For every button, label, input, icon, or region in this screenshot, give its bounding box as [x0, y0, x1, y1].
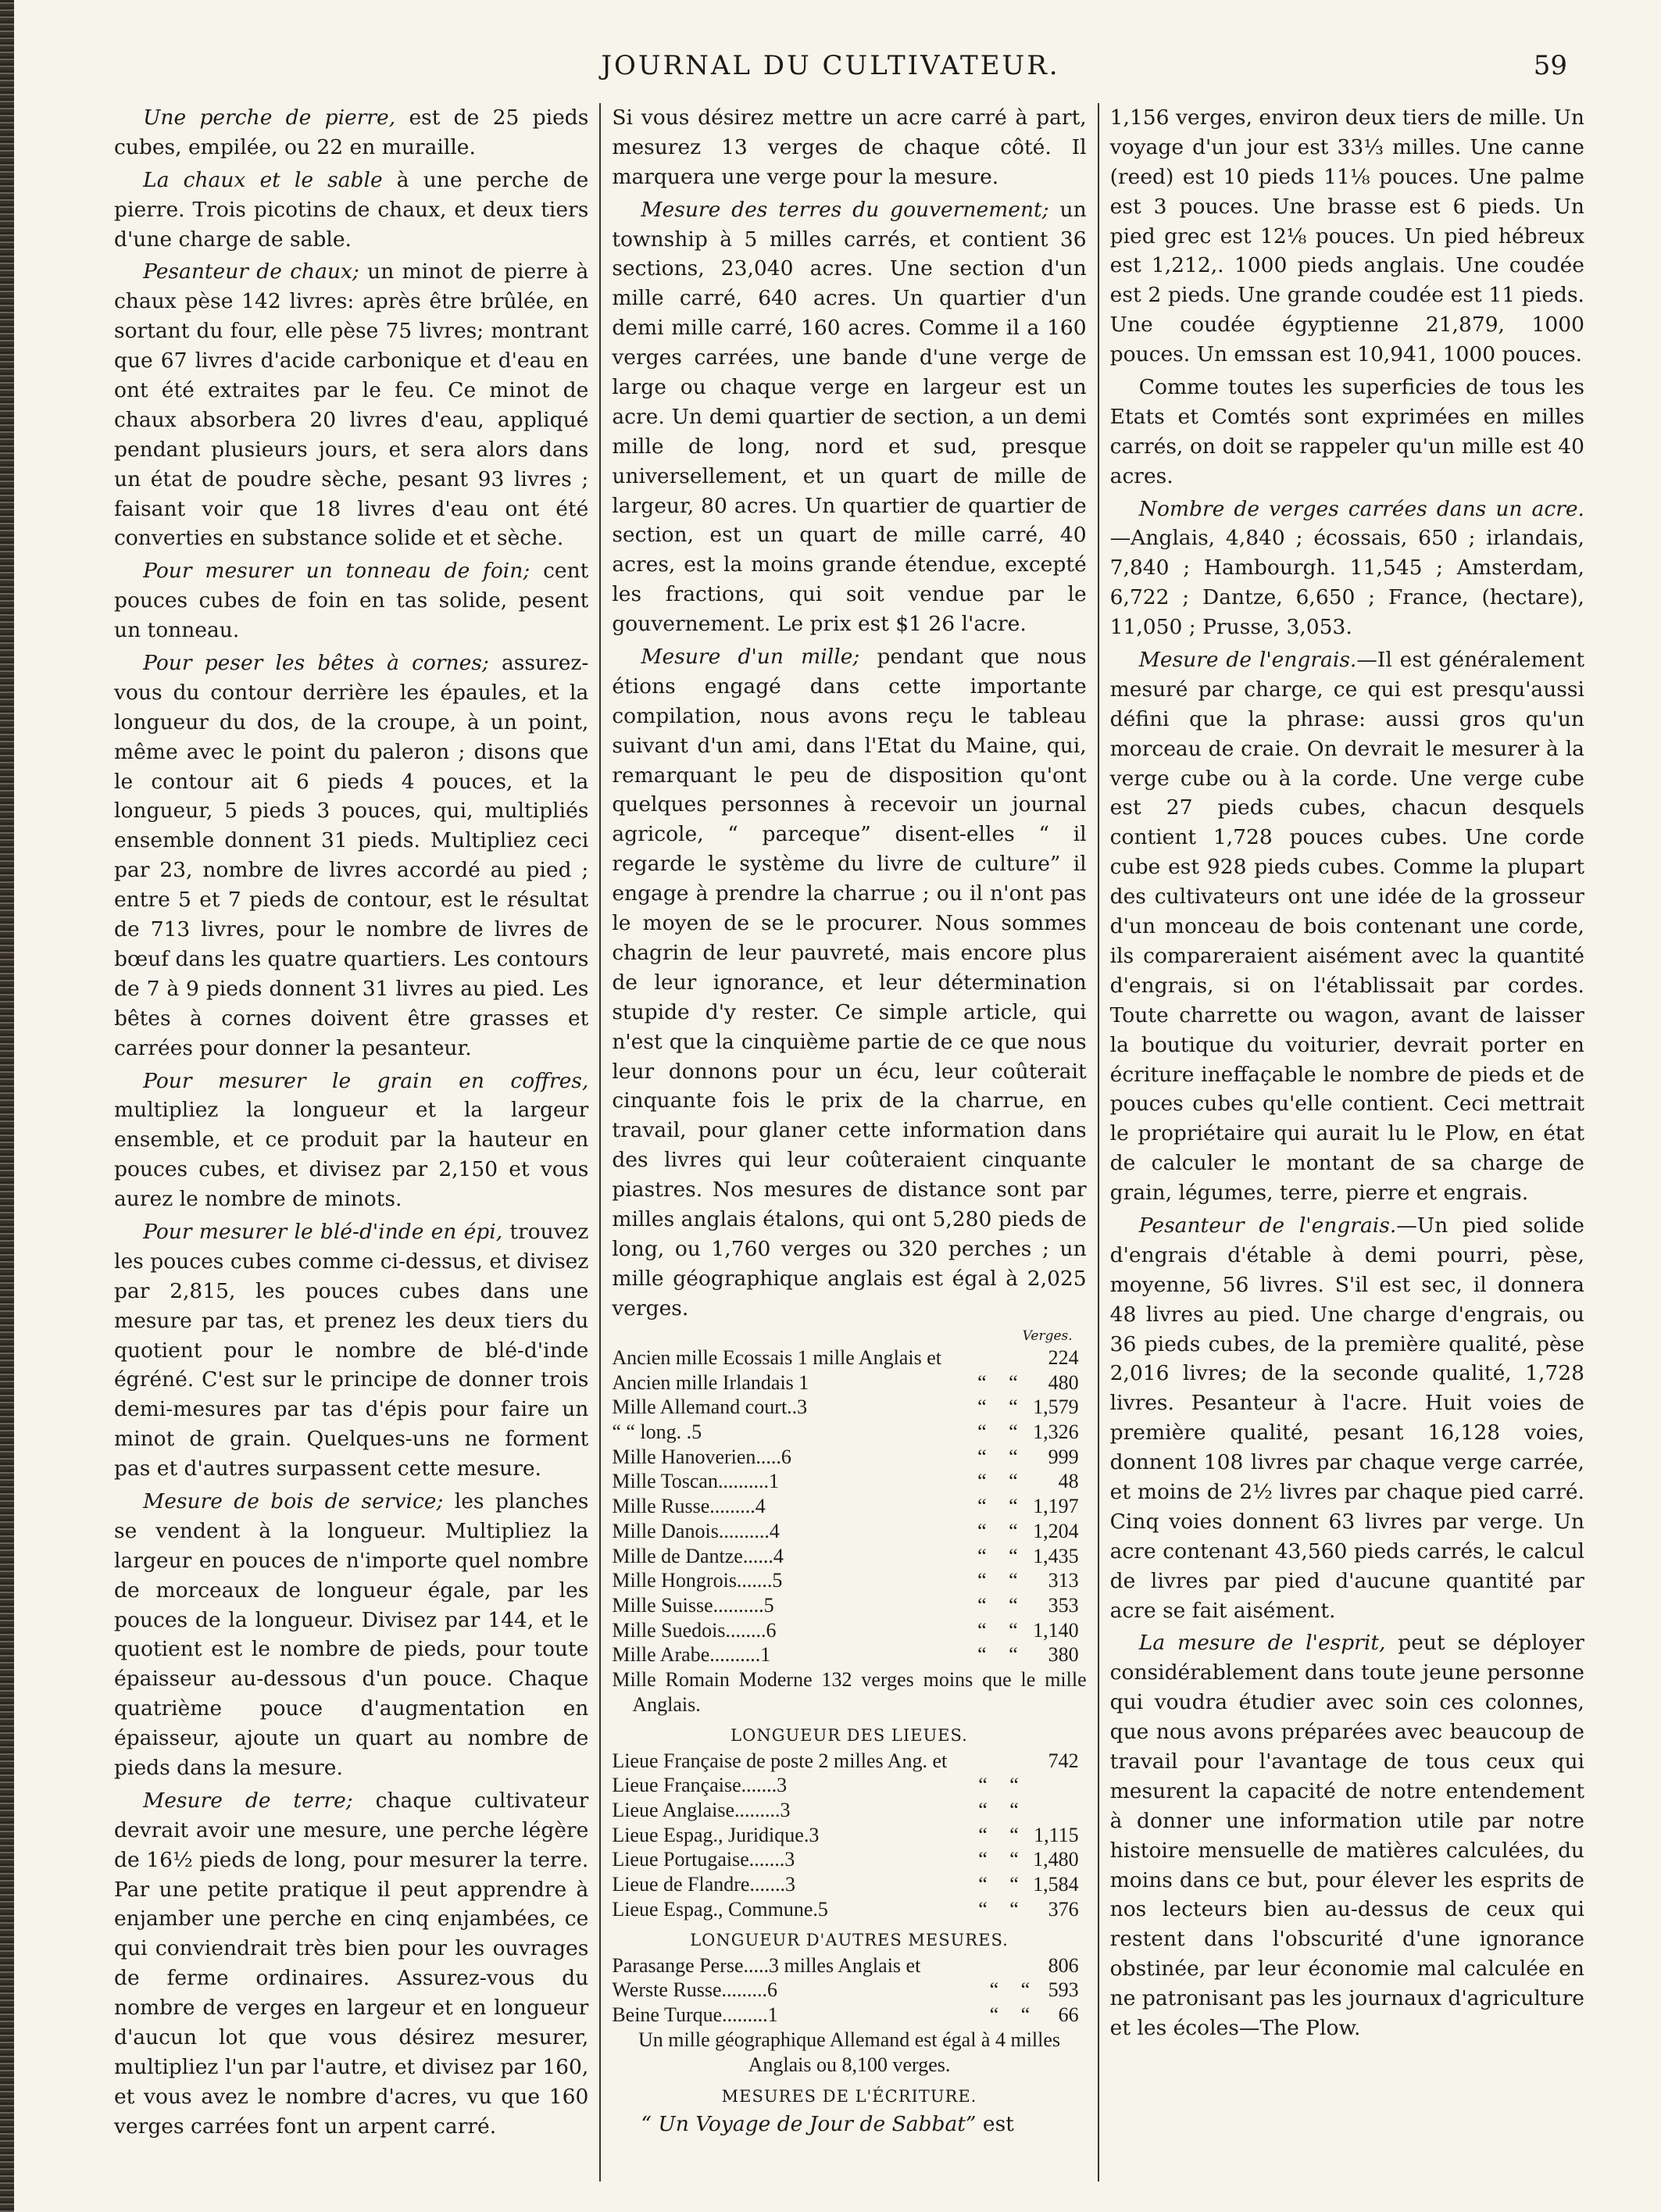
- paragraph-text: est: [976, 2111, 1014, 2136]
- table-cell-name: Werste Russe.........6: [612, 1978, 777, 2002]
- table-cell-name: Parasange Perse.....3 milles Anglais et: [612, 1953, 921, 1977]
- table-cell-q1: “: [978, 1774, 988, 1797]
- table-row: [612, 1445, 1086, 1470]
- paragraph: [114, 1067, 588, 1214]
- table-cell-q2: “: [1009, 1594, 1018, 1617]
- table-cell-q2: “: [1009, 1470, 1018, 1493]
- paragraph: [612, 195, 1086, 639]
- table-row: [612, 1642, 1086, 1667]
- leagues-table: [612, 1749, 1086, 1922]
- paragraph-text: —Il est généralement mesuré par charge, ce qui est presqu'aussi défini que la phrase: aussi gros qu'un morceau de craie. On devrait le mesurer à la verge cube ou à la corde. Une verge cube est 27 pieds cubes, chacun desquels contient 1,728 pouces cubes. Une corde cube est 928 pieds cubes. Comme la plupart des cultivateurs ont une idée de la grosseur d'un monceau de bois contenant une corde, ils compareraient aisément avec la quantité d'engrais, si on l'établissait par cordes. Toute charrette ou wagon, avant de laisser la boutique du voiturier, devrait porter en écriture ineffaçable le nombre de pieds et de pouces cubes qu'elle contient. Ceci mettrait le propriétaire qui aurait lu le Plow, en état de calculer le montant de sa charge de grain, légumes, terre, pierre et engrais.: [1109, 648, 1584, 1206]
- paragraph: [1110, 1211, 1584, 1625]
- table-cell-q2: “: [1009, 1495, 1018, 1518]
- table-cell-q2: “: [1009, 1774, 1019, 1797]
- table-cell-q1: “: [977, 1445, 987, 1468]
- table-cell-name: Lieue Portugaise.......3: [612, 1848, 795, 1871]
- paragraph-text: chaque cultivateur devrait avoir une mesure, une perche légère de 16½ pieds de long, pour mesurer la terre. Par une petite pratique il peut apprendre à enjamber une perche en cinq enjambées, ce qui conviendrait très bien pour les ouvrages de ferme ordinaires. Assurez-vous du nombre de verges en largeur et en longueur d'aucun lot que vous désirez mesurer, multipliez l'un par l'autre, et divisez par 160, et vous avez le nombre d'acres, vu que 160 verges carrées font un arpent carré.: [114, 1788, 589, 2139]
- table-cell-value: 380: [1048, 1643, 1079, 1667]
- paragraph: [114, 1217, 588, 1484]
- article-columns: [103, 103, 1595, 2182]
- paragraph-text: 1,156 verges, environ deux tiers de mille. Un voyage d'un jour est 33⅓ milles. Une canne (reed) est 10 pieds 11⅛ pouces. Une palme est 3 pouces. Une brasse est 6 pieds. Un pied grec est 12⅛ pouces. Un pied hébreux est 1,212,. 1000 pieds anglais. Une coudée est 2 pieds. Une grande coudée est 11 pieds. Une coudée égyptienne 21,879, 1000 pouces. Un emssan est 10,941, 1000 pouces.: [1109, 105, 1584, 367]
- paragraph-lead: La mesure de l'esprit,: [1138, 1631, 1386, 1656]
- writing-measures-heading: MESURES DE L'ÉCRITURE.: [721, 2086, 977, 2106]
- table-row: [612, 1773, 1086, 1798]
- column-3: [1098, 103, 1595, 2182]
- paragraph-lead: Pour mesurer un tonneau de foin;: [143, 559, 530, 584]
- paragraph: Si vous désirez mettre un acre carré à part, mesurez 13 verges de chaque côté. Il marquera une verge pour la mesure.: [612, 105, 1087, 189]
- table-row: [612, 1618, 1086, 1643]
- paragraph-text: Comme toutes les superficies de tous les Etats et Comtés sont exprimées en milles carrés, on doit se rappeler qu'un mille est 40 acres.: [1109, 375, 1584, 488]
- table-cell-name: Lieue Anglaise.........3: [612, 1799, 791, 1822]
- table-cell-q2: “: [1009, 1569, 1018, 1592]
- table-row: [612, 1494, 1086, 1519]
- table-row: [612, 1978, 1086, 2003]
- table-cell-q1: “: [977, 1395, 987, 1419]
- table-cell-q1: “: [978, 1848, 988, 1871]
- paragraph-lead: Mesure des terres du gouvernement;: [641, 197, 1049, 222]
- table-cell-value: 224: [1048, 1345, 1079, 1369]
- table-cell-q2: [998, 1345, 1029, 1370]
- paragraph-lead: Pesanteur de chaux;: [143, 259, 359, 284]
- paragraph-text: à une perche de pierre. Trois picotins de chaux, et deux tiers d'une charge de sable.: [114, 167, 589, 252]
- table-cell-q2: “: [1020, 1978, 1031, 2002]
- running-title: JOURNAL DU CULTIVATEUR.: [601, 50, 1060, 81]
- table-cell-name: Mille Allemand court..3: [612, 1395, 808, 1419]
- paragraph: [114, 103, 588, 163]
- table-row: [612, 1593, 1086, 1618]
- paragraph-lead: “ Un Voyage de Jour de Sabbat”: [641, 2111, 977, 2136]
- table-cell-name: Lieue Française de poste 2 milles Ang. et: [612, 1749, 948, 1772]
- table-cell-value: [1030, 1798, 1087, 1823]
- roman-mile-note: Mille Romain Moderne 132 verges moins que le mille Anglais.: [612, 1668, 1087, 1716]
- table-row: [612, 1897, 1086, 1922]
- table-cell-q1: [966, 1345, 998, 1370]
- paragraph: [114, 257, 588, 553]
- paragraph-lead: La chaux et le sable: [143, 167, 383, 192]
- table-cell-name: Mille Hongrois.......5: [612, 1569, 783, 1592]
- table-cell-q1: [978, 1953, 1009, 1978]
- table-cell-q1: “: [977, 1470, 987, 1493]
- table-cell-name: Mille Hanoverien.....6: [612, 1445, 791, 1468]
- miles-table: [612, 1345, 1086, 1667]
- paragraph: [1110, 373, 1584, 491]
- table-cell-name: Mille Suisse..........5: [612, 1594, 774, 1617]
- table-cell-q2: “: [1020, 2003, 1031, 2027]
- paragraph: [612, 642, 1086, 1323]
- table-cell-value: 806: [1048, 1953, 1079, 1977]
- table-cell-value: 376: [1048, 1897, 1079, 1921]
- paragraph-text: —Un pied solide d'engrais d'étable à demi pourri, pèse, moyenne, 56 livres. S'il est sec, il donnera 48 livres au pied. Une charge d'engrais, ou 36 pieds cubes, de la première qualité, pèse 2,016 livres; de la seconde qualité, 1,728 livres. Pesanteur à l'acre. Huit voies de première qualité, pesant 16,128 voies, donnent 108 livres par chaque verge carrée, et moins de 2½ livres par chaque pied carré. Cinq voies donnent 63 livres par verge. Un acre contenant 43,560 pieds carrés, le calcul de livres par pied d'aucune quantité par acre se fait aisément.: [1109, 1213, 1584, 1623]
- paragraph-lead: Pesanteur de l'engrais.: [1138, 1213, 1397, 1238]
- table-cell-q1: [967, 1749, 998, 1774]
- paragraph: [1110, 645, 1584, 1208]
- table-row: [612, 1568, 1086, 1593]
- table-cell-value: 1,204: [1033, 1519, 1079, 1542]
- table-cell-q1: “: [989, 2003, 999, 2027]
- table-cell-q1: “: [978, 1799, 988, 1822]
- paragraph-lead: Mesure d'un mille;: [641, 645, 860, 670]
- paragraph-text: multipliez la longueur et la largeur ensemble, et ce produit par la hauteur en pouces cubes, et divisez par 2,150 et vous aurez le nombre de minots.: [114, 1098, 589, 1212]
- table-cell-value: 1,197: [1033, 1495, 1079, 1518]
- table-cell-value: 66: [1058, 2003, 1079, 2027]
- table-row: [612, 1345, 1086, 1370]
- table-cell-q1: “: [977, 1420, 987, 1443]
- table-cell-q2: “: [1009, 1395, 1018, 1419]
- table-row: [612, 2003, 1086, 2028]
- table-cell-name: Lieue Française.......3: [612, 1774, 788, 1797]
- paragraph-text: —Anglais, 4,840 ; écossais, 650 ; irlandais, 7,840 ; Hambourgh. 11,545 ; Amsterdam, 6,722 ; Dantze, 6,650 ; France, (hectare), 11,050 ; Prusse, 3,053.: [1109, 526, 1584, 640]
- leagues-heading: LONGUEUR DES LIEUES.: [730, 1725, 968, 1745]
- table-cell-name: Ancien mille Ecossais 1 mille Anglais et: [612, 1345, 942, 1369]
- table-row: [612, 1420, 1086, 1445]
- paragraph-lead: Pour mesurer le grain en coffres,: [143, 1068, 589, 1093]
- paragraph: [114, 649, 588, 1063]
- paragraph: [114, 166, 588, 255]
- table-cell-q1: “: [978, 1823, 988, 1846]
- table-cell-name: Mille Russe.........4: [612, 1495, 766, 1518]
- paragraph: [114, 556, 588, 645]
- table-cell-q1: “: [977, 1643, 987, 1667]
- table-cell-value: 48: [1058, 1470, 1079, 1493]
- paragraph: [612, 2110, 1086, 2139]
- table-cell-name: Lieue de Flandre.......3: [612, 1873, 795, 1896]
- table-cell-value: 999: [1048, 1445, 1079, 1468]
- paragraph: [1110, 103, 1584, 370]
- paragraph-text: est de 25 pieds cubes, empilée, ou 22 en muraille.: [114, 105, 589, 159]
- table-cell-name: Mille de Dantze......4: [612, 1544, 784, 1567]
- table-row: [612, 1544, 1086, 1569]
- paragraph-lead: Mesure de l'engrais.: [1138, 648, 1357, 673]
- table-cell-value: 1,480: [1033, 1848, 1079, 1871]
- table-cell-q1: “: [977, 1370, 987, 1394]
- paragraph-lead: Nombre de verges carrées dans un acre.: [1138, 496, 1584, 521]
- binding-edge: [0, 0, 14, 2212]
- table-row: [612, 1872, 1086, 1897]
- paragraph-text: peut se déployer considérablement dans toute jeune personne qui voudra étudier avec soin ces colonnes, que nous avons préparées avec beaucoup de travail pour l'avantage de tous ceux qui mesurent la capacité de notre entendement à donner une information utile par notre histoire mensuelle de matières calculées, du moins dans ce but, pour élever les esprits de nos lecteurs bien au-dessus de ceux qui restent dans l'obscurité d'une ignorance obstinée, par leur économie mal calculée en ne patronisant pas les journaux d'agriculture et les écoles—The Plow.: [1109, 1631, 1584, 2040]
- table-cell-q2: “: [1009, 1445, 1018, 1468]
- column-1: [103, 103, 599, 2182]
- table-cell-name: Mille Danois..........4: [612, 1519, 780, 1542]
- table-cell-q2: “: [1009, 1848, 1019, 1871]
- table-cell-name: “ “ long. .5: [612, 1420, 702, 1443]
- verges-column-label: Verges.: [1022, 1328, 1073, 1344]
- table-cell-value: 313: [1048, 1569, 1079, 1592]
- table-cell-q2: “: [1009, 1544, 1018, 1567]
- paragraph-lead: Pour peser les bêtes à cornes;: [143, 651, 489, 676]
- paragraph-text: assurez-vous du contour derrière les épaules, et la longueur du dos, de la croupe, à un point, même avec le point du paleron ; disons que le contour ait 6 pieds 4 pouces, et la longueur, 5 pieds 3 pouces, qui, multipliés ensemble donnent 31 pieds. Multipliez ceci par 23, nombre de livres accordé au pied ; entre 5 et 7 pieds de contour, est le résultat de 713 livres, pour le nombre de livres de bœuf dans les quatre quartiers. Les contours de 7 à 9 pieds donnent 31 livres au pied. Les bêtes à cornes doivent être grasses et carrées pour donner la pesanteur.: [114, 651, 589, 1060]
- table-row: [612, 1395, 1086, 1420]
- paragraph-lead: Mesure de bois de service;: [143, 1488, 444, 1513]
- table-cell-value: 1,579: [1033, 1395, 1079, 1419]
- table-cell-name: Mille Toscan..........1: [612, 1470, 779, 1493]
- table-cell-q1: “: [977, 1495, 987, 1518]
- table-cell-q2: “: [1009, 1420, 1018, 1443]
- paragraph-lead: Mesure de terre;: [143, 1788, 353, 1813]
- paragraph-text: cent pouces cubes de foin en tas solide, pesent un tonneau.: [114, 559, 589, 643]
- page-header: [47, 44, 1614, 91]
- paragraph-text: un minot de pierre à chaux pèse 142 livres: après être brûlée, en sortant du four, elle pèse 75 livres; montrant que 67 livres d'acide carbonique et d'eau en ont été extraites par le feu. Ce minot de chaux absorbera 20 livres d'eau, appliqué pendant plusieurs jours, et sera alors dans un état de poudre sèche, pesant 93 livres ; faisant voir que 18 livres d'eau ont été converties en substance solide et et sèche.: [114, 259, 589, 551]
- table-cell-value: 353: [1048, 1594, 1079, 1617]
- table-cell-name: Ancien mille Irlandais 1: [612, 1370, 809, 1394]
- paragraph-lead: Pour mesurer le blé-d'inde en épi,: [143, 1219, 503, 1244]
- table-cell-q1: “: [977, 1569, 987, 1592]
- paragraph-lead: Une perche de pierre,: [143, 105, 396, 130]
- paragraph: [1110, 1628, 1584, 2042]
- geographic-mile-note: Un mille géographique Allemand est égal à 4 milles Anglais ou 8,100 verges.: [638, 2028, 1061, 2077]
- table-cell-value: 1,435: [1033, 1544, 1079, 1567]
- table-cell-name: Mille Suedois........6: [612, 1618, 777, 1642]
- paragraph: [1110, 495, 1584, 642]
- table-cell-name: Lieue Espag., Juridique.3: [612, 1823, 820, 1846]
- table-row: [612, 1749, 1086, 1774]
- table-cell-value: [1030, 1773, 1087, 1798]
- table-cell-value: 1,140: [1033, 1618, 1079, 1642]
- table-cell-q1: “: [978, 1873, 988, 1896]
- table-cell-q2: “: [1009, 1643, 1018, 1667]
- table-cell-q1: “: [978, 1897, 988, 1921]
- table-row: [612, 1953, 1086, 1978]
- table-cell-q2: [998, 1749, 1030, 1774]
- page-number: 59: [1533, 50, 1567, 81]
- table-cell-q2: “: [1009, 1799, 1019, 1822]
- table-cell-q1: “: [977, 1618, 987, 1642]
- table-cell-value: 480: [1048, 1370, 1079, 1394]
- table-cell-q2: “: [1009, 1618, 1018, 1642]
- table-cell-q1: “: [989, 1978, 999, 2002]
- table-cell-value: 742: [1048, 1749, 1079, 1772]
- table-cell-name: Lieue Espag., Commune.5: [612, 1897, 828, 1921]
- table-row: [612, 1798, 1086, 1823]
- table-cell-value: 1,115: [1034, 1823, 1079, 1846]
- table-cell-q2: “: [1009, 1897, 1019, 1921]
- paragraph-text: les planches se vendent à la longueur. Multipliez la largeur en pouces de n'importe quel nombre de morceaux de longueur égale, par les pouces de la longueur. Divisez par 144, et le quotient est le nombre de pieds, pour toute épaisseur au-dessous d'un pouce. Chaque quatrième pouce d'augmentation en épaisseur, ajoute un quart au nombre de pieds dans la mesure.: [114, 1488, 589, 1780]
- table-cell-q1: “: [977, 1519, 987, 1542]
- table-cell-value: 1,584: [1033, 1873, 1079, 1896]
- table-cell-q2: “: [1009, 1823, 1019, 1846]
- table-cell-q2: “: [1009, 1370, 1018, 1394]
- table-row: [612, 1519, 1086, 1544]
- table-cell-q2: [1009, 1953, 1041, 1978]
- table-row: [612, 1370, 1086, 1395]
- table-cell-value: 1,326: [1033, 1420, 1079, 1443]
- paragraph-text: un township à 5 milles carrés, et contient 36 sections, 23,040 acres. Une section d'un mille carré, 640 acres. Un quartier d'un demi mille carré, 160 acres. Comme il a 160 verges carrées, une bande d'une verge de large ou chaque verge en largeur est un acre. Un demi quartier de section, a un demi mille de long, nord et sud, presque universellement, et un quart de mille de largeur, 80 acres. Un quartier de quartier de section, est un quart de mille carré, 40 acres, est la moins grande étendue, excepté les fractions, qui soit vendue par le gouvernement. Le prix est $1 26 l'acre.: [612, 197, 1087, 637]
- table-cell-value: 593: [1048, 1978, 1079, 2002]
- other-measures-table: [612, 1953, 1086, 2028]
- table-cell-q2: “: [1009, 1873, 1019, 1896]
- paragraph: [114, 1786, 588, 2142]
- column-2: [599, 103, 1097, 2182]
- table-cell-q2: “: [1009, 1519, 1018, 1542]
- paragraph: [114, 1487, 588, 1783]
- table-cell-name: Beine Turque.........1: [612, 2003, 778, 2027]
- table-cell-name: Mille Arabe..........1: [612, 1643, 771, 1667]
- table-row: [612, 1847, 1086, 1872]
- table-cell-q1: “: [977, 1544, 987, 1567]
- table-cell-q1: “: [977, 1594, 987, 1617]
- paragraph-text: trouvez les pouces cubes comme ci-dessus, et divisez par 2,815, les pouces cubes dans une mesure par tas, et prenez les deux tiers du quotient pour le nombre de blé-d'inde égréné. C'est sur le principe de donner trois demi-mesures par tas d'épis pour faire un minot de grain. Quelques-uns ne forment pas et d'autres surpassent cette mesure.: [114, 1219, 589, 1481]
- other-measures-heading: LONGUEUR D'AUTRES MESURES.: [690, 1930, 1009, 1949]
- table-row: [612, 1469, 1086, 1494]
- table-row: [612, 1823, 1086, 1848]
- paragraph-text: pendant que nous étions engagé dans cette importante compilation, nous avons reçu le tableau suivant d'un ami, dans l'Etat du Maine, qui, remarquant le peu de disposition qu'ont quelques personnes à recevoir un journal agricole, “ parceque” disent-elles “ il regarde le système du livre de culture” il engage à prendre la charrue ; ou il n'ont pas le moyen de se le procurer. Nous sommes chagrin de leur pauvreté, mais encore plus de leur ignorance, et leur détermination stupide d'y rester. Ce simple article, qui n'est que la cinquième partie de ce que nous leur donnons pour un écu, leur coûterait cinquante fois le prix de la charrue, en travail, pour glaner cette information dans des livres qui leur coûteraient cinquante piastres. Nos mesures de distance sont par milles anglais étalons, qui ont 5,280 pieds de long, ou 1,760 verges ou 320 perches ; un mille géographique anglais est égal à 2,025 verges.: [612, 645, 1087, 1320]
